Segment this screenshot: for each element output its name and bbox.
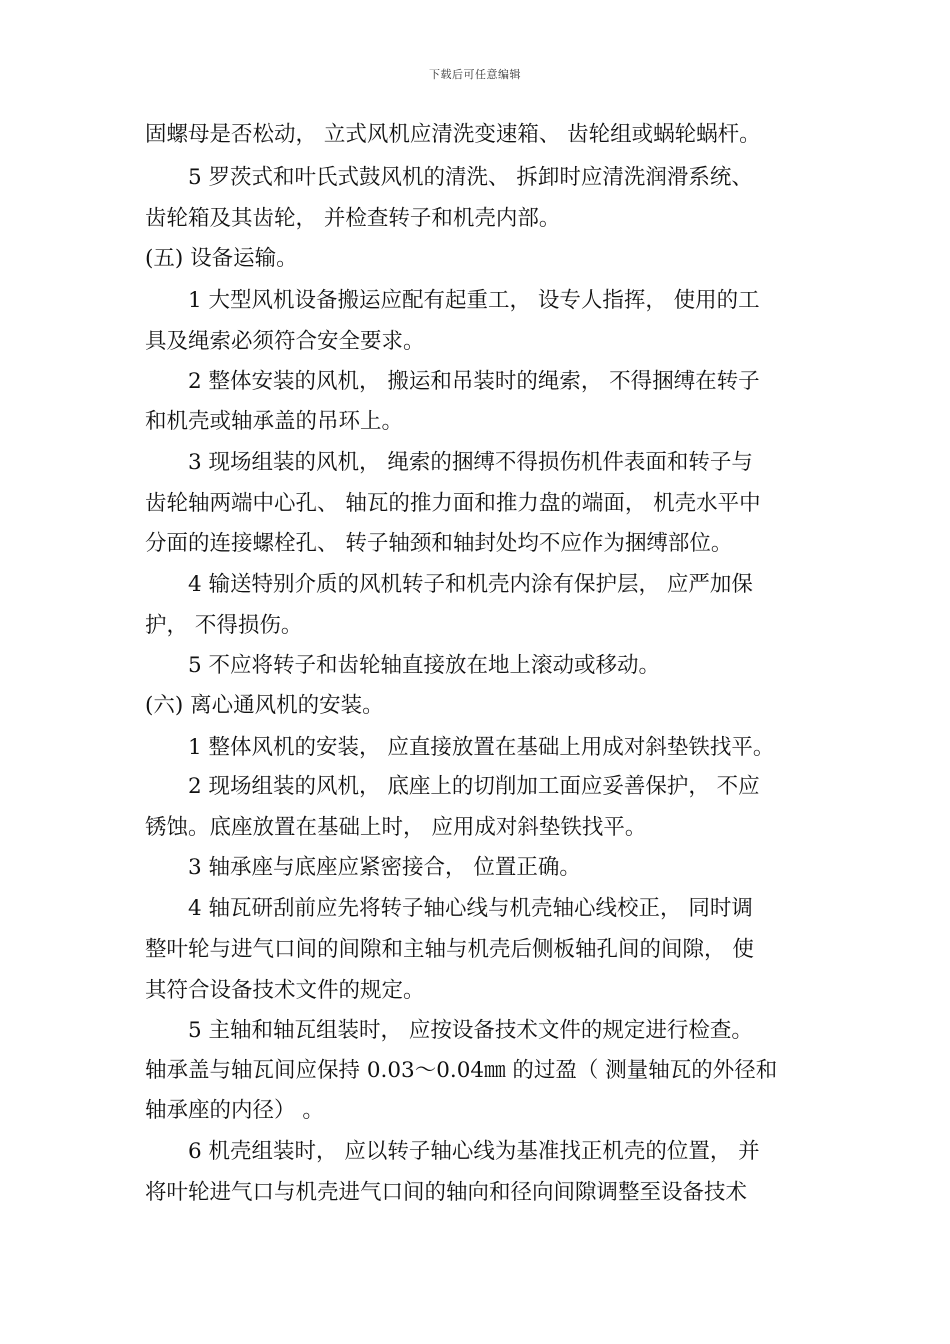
text-line: 轴承盖与轴瓦间应保持 0.03～0.04㎜ 的过盈（ 测量轴瓦的外径和 xyxy=(145,1058,778,1083)
text-line: 5 罗茨式和叶氏式鼓风机的清洗、 拆卸时应清洗润滑系统、 xyxy=(188,165,753,190)
text-line: 整叶轮与进气口间的间隙和主轴与机壳后侧板轴孔间的间隙， 使 xyxy=(145,937,754,962)
text-line: 3 轴承座与底座应紧密接合， 位置正确。 xyxy=(188,855,581,880)
text-line: 2 整体安装的风机， 搬运和吊装时的绳索， 不得捆缚在转子 xyxy=(188,369,760,394)
text-line: 5 不应将转子和齿轮轴直接放在地上滚动或移动。 xyxy=(188,653,661,678)
text-line: 2 现场组装的风机， 底座上的切削加工面应妥善保护， 不应 xyxy=(188,774,760,799)
text-line: 4 轴瓦研刮前应先将转子轴心线与机壳轴心线校正， 同时调 xyxy=(188,896,753,921)
text-line: 1 整体风机的安装， 应直接放置在基础上用成对斜垫铁找平。 xyxy=(188,735,775,760)
text-line: 3 现场组装的风机， 绳索的捆缚不得损伤机件表面和转子与 xyxy=(188,450,753,475)
page-header: 下载后可任意编辑 xyxy=(429,68,521,81)
text-line: 4 输送特别介质的风机转子和机壳内涂有保护层， 应严加保 xyxy=(188,572,753,597)
text-line: 齿轮箱及其齿轮， 并检查转子和机壳内部。 xyxy=(145,206,561,231)
text-line: 和机壳或轴承盖的吊环上。 xyxy=(145,409,404,434)
text-line: 具及绳索必须符合安全要求。 xyxy=(145,329,425,354)
text-line: 5 主轴和轴瓦组装时， 应按设备技术文件的规定进行检查。 xyxy=(188,1018,753,1043)
text-line: 护， 不得损伤。 xyxy=(145,613,303,638)
text-line: 1 大型风机设备搬运应配有起重工， 设专人指挥， 使用的工 xyxy=(188,288,760,313)
text-line: 齿轮轴两端中心孔、 轴瓦的推力面和推力盘的端面， 机壳水平中 xyxy=(145,491,761,516)
text-line: 锈蚀。底座放置在基础上时， 应用成对斜垫铁找平。 xyxy=(145,815,647,840)
text-line: 6 机壳组装时， 应以转子轴心线为基准找正机壳的位置， 并 xyxy=(188,1139,760,1164)
text-line: 固螺母是否松动， 立式风机应清洗变速箱、 齿轮组或蜗轮蜗杆。 xyxy=(145,122,761,147)
section-heading: (六) 离心通风机的安装。 xyxy=(145,693,384,718)
text-line: 将叶轮进气口与机壳进气口间的轴向和径向间隙调整至设备技术 xyxy=(145,1180,748,1205)
text-line: 其符合设备技术文件的规定。 xyxy=(145,978,425,1003)
text-line: 轴承座的内径） 。 xyxy=(145,1098,324,1123)
section-heading: (五) 设备运输。 xyxy=(145,246,298,271)
text-line: 分面的连接螺栓孔、 转子轴颈和轴封处均不应作为捆缚部位。 xyxy=(145,531,733,556)
